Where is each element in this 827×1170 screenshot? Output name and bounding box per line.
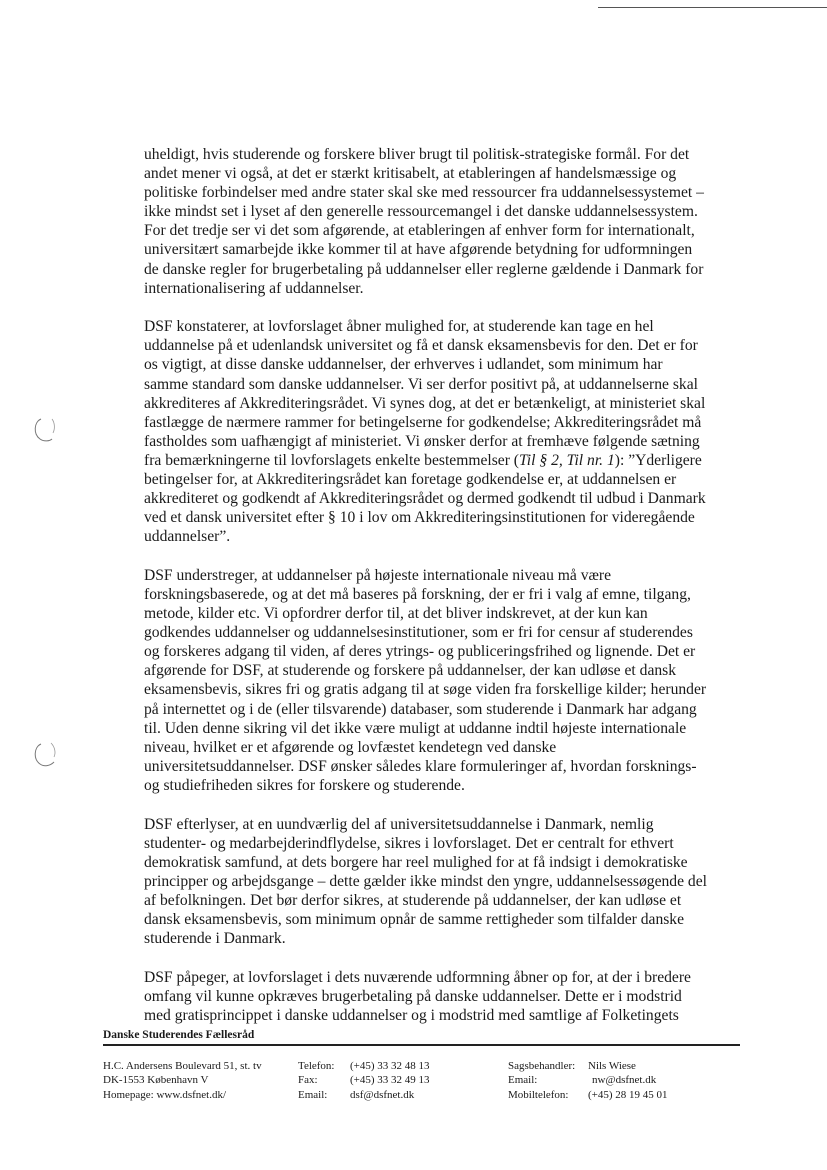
homepage-link[interactable]: Homepage: www.dsfnet.dk/ — [103, 1088, 227, 1101]
body-paragraph — [144, 145, 710, 298]
body-paragraph — [144, 317, 710, 546]
footer-contact-block — [508, 1059, 668, 1102]
paragraph-text: uheldigt, hvis studerende og forskere bliver brugt til politisk-strategiske formål. For det andet mener vi også, at det er stærkt kritisabelt, at etableringen af handelsmæssige og politiske forbindelser med andre stater skal ske med ressourcer fra uddannelsessystemet – ikke mindst set i lyset af den generelle ressourcemangel i det danske uddannelsessystem. For det tredje ser vi det som afgørende, at etableringen af enhver form for internationalt, universitært samarbejde ikke kommer til at have afgørende betydning for udformningen de danske regler for brugerbetaling på uddannelser eller reglerne gældende i Danmark for internationalisering af uddannelser. — [144, 146, 704, 297]
legal-reference: Til § 2, Til nr. 1 — [519, 451, 615, 469]
letter-body — [144, 145, 710, 1044]
paragraph-text: ): ”Yderligere betingelser for, at Akkrediteringsrådet kan foretage godkendelse er, at uddannelsen er akkrediteret og godkendt af Akkrediteringsrådet og dermed godkendt til udbud i Danmark ved et dansk universitet efter § 10 i lov om Akkrediteringsinstitutionen for videregående uddannelser”. — [144, 451, 706, 546]
address-city: DK-1553 København V — [103, 1074, 209, 1087]
body-paragraph — [144, 815, 710, 949]
punch-hole-mark — [32, 415, 58, 445]
paragraph-text: DSF understreger, at uddannelser på højeste internationale niveau må være forskningsbaserede, og at det må baseres på forskning, der er fri i valg af emne, tilgang, metode, kilder etc. Vi opfordrer derfor til, at det bliver indskrevet, at der kun kan godkendes uddannelser og uddannelsesinstitutioner, som er fri for censur af studerendes og forskeres adgang til viden, af deres ytrings- og publiceringsfrihed og lignende. Det er afgørende for DSF, at studerende og forskere på uddannelser, der kan udløse et dansk eksamensbevis, sikres fri og gratis adgang til at søge viden fra forskellige kilder; herunder på internettet og i de (eller tilsvarende) databaser, som studerende i Danmark har adgang til. Uden denne sikring vil det ikke være muligt at uddanne indtil højeste internationale niveau, hvilket er et afgørende og lovfæstet kendetegn ved danske universitetsuddannelser. DSF ønsker således klare formuleringer af, hvordan forsknings- og studiefriheden sikres for forskere og studerende. — [144, 566, 707, 794]
body-paragraph — [144, 968, 710, 1025]
caseworker-value: Nils Wiese — [588, 1060, 636, 1072]
contact-email-link[interactable]: nw@dsfnet.dk — [592, 1074, 657, 1087]
top-right-rule — [598, 7, 827, 8]
footer-divider — [103, 1044, 740, 1046]
mobile-label: Mobiltelefon: — [508, 1088, 569, 1101]
paragraph-text: DSF efterlyser, at en uundværlig del af universitetsuddannelse i Danmark, nemlig studenter- og medarbejderindflydelse, sikres i lovforslaget. Det er centralt for ethvert demokratisk samfund, at dets borgere har reel mulighed for at få indsigt i demokratiske principper og arbejdsgange – dette gælder ikke mindst den yngre, uddannelsessøgende del af befolkningen. Det bør derfor sikres, at studerende på uddannelser, der kan udløse et dansk eksamensbevis, som minimum opnår de samme rettigheder som tilfalder danske studerende i Danmark. — [144, 815, 707, 948]
address-street: H.C. Andersens Boulevard 51, st. tv — [103, 1060, 262, 1072]
footer-organization: Danske Studerendes Fællesråd — [103, 1029, 255, 1041]
mobile-value: (+45) 28 19 45 01 — [588, 1088, 668, 1101]
paragraph-text: DSF påpeger, at lovforslaget i dets nuværende udformning åbner op for, at der i bredere omfang vil kunne opkræves brugerbetaling på danske uddannelser. Dette er i modstrid med gratisprincippet i danske uddannelser og i modstrid med samtlige af Folketingets — [144, 968, 691, 1024]
email-link[interactable]: dsf@dsfnet.dk — [350, 1088, 415, 1101]
punch-hole-mark — [32, 740, 58, 770]
email-label: Email: — [298, 1088, 328, 1101]
paragraph-text: DSF konstaterer, at lovforslaget åbner mulighed for, at studerende kan tage en hel uddannelse på et udenlandsk universitet og få et dansk eksamensbevis for den. Det er for os vigtigt, at disse danske uddannelser, der erhverves i udlandet, som minimum har samme standard som danske uddannelser. Vi ser derfor positivt på, at uddannelserne skal akkrediteres af Akkrediteringsrådet. Vi synes dog, at det er betænkeligt, at ministeriet skal fastlægge de nærmere rammer for betingelserne for godkendelse; Akkrediteringsrådet må fastholdes som uafhængigt af ministeriet. Vi ønsker derfor at fremhæve følgende sætning fra bemærkningerne til lovforslagets enkelte bestemmelser ( — [144, 318, 706, 469]
fax-label: Fax: — [298, 1074, 318, 1087]
fax-value: (+45) 33 32 49 13 — [350, 1074, 430, 1087]
contact-email-label: Email: — [508, 1074, 538, 1087]
body-paragraph — [144, 566, 710, 795]
telefon-label: Telefon: — [298, 1060, 335, 1072]
footer-address — [103, 1059, 262, 1102]
caseworker-label: Sagsbehandler: — [508, 1060, 576, 1072]
footer-phone-block — [298, 1059, 430, 1102]
telefon-value: (+45) 33 32 48 13 — [350, 1060, 430, 1072]
